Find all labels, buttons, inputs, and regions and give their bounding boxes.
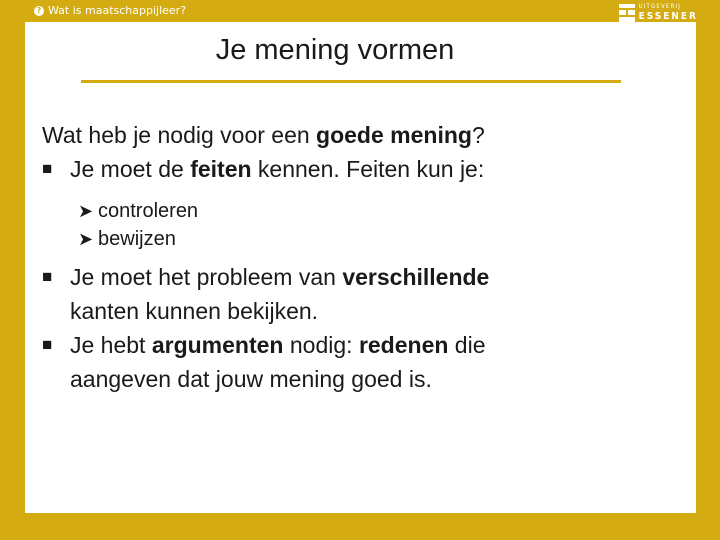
title-underline	[81, 80, 621, 83]
bullet2-bold: verschillende	[342, 264, 490, 290]
bullet3-end2: aangeven dat jouw mening goed is.	[70, 366, 432, 392]
bullet3-text: Je hebt	[70, 332, 152, 358]
intro-bold: goede mening	[316, 122, 472, 148]
bullet3-bold1: argumenten	[151, 332, 284, 358]
top-bar	[0, 0, 720, 24]
section-title-text: Wat is maatschappijleer?	[48, 4, 187, 17]
bullet1-end: kennen. Feiten kun je:	[251, 156, 485, 182]
square-bullet-icon: ■	[42, 159, 53, 178]
sub-item-text: controleren	[98, 200, 199, 222]
intro-text: Wat heb je nodig voor een	[42, 122, 317, 148]
bullet3-end1: die	[448, 332, 486, 358]
sub-item-text: bewijzen	[98, 228, 176, 250]
bullet2-end: kanten kunnen bekijken.	[70, 298, 319, 324]
bullet2-text: Je moet het probleem van	[70, 264, 343, 290]
logo-mark-icon	[619, 4, 635, 22]
arrow-bullet-icon: ➤	[78, 229, 94, 249]
bullet1-text: Je moet de	[70, 156, 191, 182]
slide-content	[42, 118, 682, 396]
bullet3-mid: nodig:	[283, 332, 359, 358]
slide-panel	[25, 22, 696, 513]
slide-title: Je mening vormen	[215, 34, 455, 66]
logo-text-top: UITGEVERIJ	[638, 3, 682, 10]
square-bullet-icon: ■	[42, 267, 53, 286]
question-icon: ?	[34, 6, 44, 16]
square-bullet-icon: ■	[42, 335, 53, 354]
bullet3-bold2: redenen	[358, 332, 449, 358]
bullet1-bold: feiten	[190, 156, 252, 182]
arrow-bullet-icon: ➤	[78, 201, 94, 221]
intro-line	[42, 118, 682, 152]
section-title	[34, 4, 186, 18]
intro-end: ?	[471, 122, 485, 148]
logo-text-bottom: ESSENER	[638, 11, 698, 22]
bullet-arguments	[42, 328, 682, 396]
bullet-facts	[42, 152, 682, 186]
publisher-logo	[619, 3, 698, 22]
bullet-perspectives	[42, 260, 682, 328]
